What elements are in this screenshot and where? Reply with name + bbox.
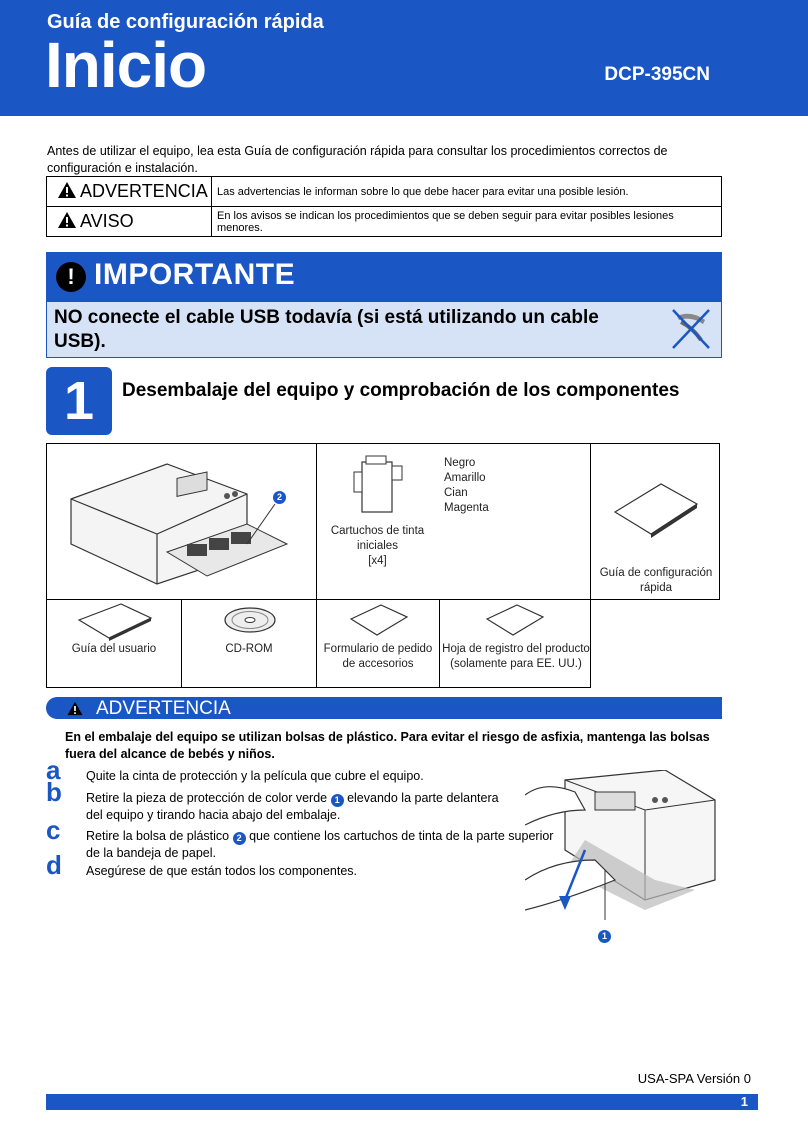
accessory-form-label: Formulario de pedido de accesorios: [323, 643, 433, 670]
version-label: USA-SPA Versión 0: [637, 1071, 751, 1086]
page-title: Inicio: [45, 29, 207, 101]
footer-bar: [46, 1094, 758, 1110]
callout-1-badge: 1: [331, 794, 344, 807]
advertencia-title: ADVERTENCIA: [96, 698, 231, 719]
step-number-badge: 1: [46, 367, 112, 435]
accessory-form-sheet-icon: [349, 603, 409, 637]
user-guide-booklet-icon: [75, 602, 155, 642]
quick-guide-label: Guía de configuración rápida: [599, 567, 713, 594]
component-registration-cell: [439, 599, 591, 688]
callout-2-badge: 2: [273, 491, 286, 504]
caution-label: AVISO: [80, 211, 134, 231]
ink-color-list: [444, 456, 489, 516]
substep-b-letter: b: [46, 777, 62, 807]
registration-sheet-icon: [485, 603, 545, 637]
unpacking-illustration: [525, 770, 725, 940]
caution-row: [47, 207, 722, 237]
warning-legend-table: [46, 176, 722, 237]
substep-c-text-before: Retire la bolsa de plástico: [86, 829, 230, 843]
advertencia-header: [46, 697, 722, 719]
cartridges-label: Cartuchos de tinta iniciales: [330, 525, 425, 552]
caution-description: En los avisos se indican los procedimientos que se deben seguir para evitar posibles lesiones menores.: [212, 207, 722, 237]
advertencia-triangle-icon: [66, 701, 84, 716]
component-cartridges-cell: [316, 443, 591, 600]
exclamation-icon: !: [56, 262, 86, 292]
no-usb-cable-icon: [669, 306, 713, 352]
warning-description: Las advertencias le informan sobre lo que debe hacer para evitar una posible lesión.: [212, 177, 722, 207]
component-printer-cell: [46, 443, 317, 600]
important-body: [46, 302, 722, 358]
substep-b-text-before: Retire la pieza de protección de color verde: [86, 791, 328, 805]
important-header: [46, 252, 722, 302]
cdrom-label: CD-ROM: [225, 643, 273, 655]
step-title: Desembalaje del equipo y comprobación de los componentes: [122, 380, 680, 401]
component-quick-guide-cell: [590, 443, 720, 600]
header-banner: [0, 0, 808, 116]
user-guide-label: Guía del usuario: [71, 643, 157, 655]
color-magenta: Magenta: [444, 502, 489, 514]
registration-label: Hoja de registro del producto (solamente para EE. UU.): [442, 643, 590, 670]
warning-triangle-icon: [57, 181, 77, 199]
ink-cartridge-icon: [350, 452, 410, 518]
substep-d-letter: d: [46, 850, 62, 880]
guide-subtitle: Guía de configuración rápida: [47, 11, 324, 33]
substep-c-text-after: que contiene los cartuchos de tinta de la parte superior de la bandeja de papel.: [86, 829, 554, 860]
color-black: Negro: [444, 457, 476, 469]
caution-triangle-icon: [57, 211, 77, 229]
important-text: NO conecte el cable USB todavía (si está utilizando un cable USB).: [54, 307, 599, 352]
printer-illustration: [47, 444, 316, 599]
figure-callout-1: 1: [598, 930, 611, 943]
callout-2-inline-badge: 2: [233, 832, 246, 845]
advertencia-text: En el embalaje del equipo se utilizan bolsas de plástico. Para evitar el riesgo de asfixia, mantenga las bolsas fuera del alcance de bebés y niños.: [65, 730, 710, 761]
warning-row: [47, 177, 722, 207]
substep-c-letter: c: [46, 815, 61, 845]
component-accessory-form-cell: [316, 599, 440, 688]
substep-d-text: Asegúrese de que están todos los componentes.: [86, 864, 358, 878]
intro-paragraph: Antes de utilizar el equipo, lea esta Guía de configuración rápida para consultar los procedimientos correctos de configuración e instalación.: [47, 144, 668, 175]
quick-guide-booklet-icon: [611, 480, 701, 540]
color-yellow: Amarillo: [444, 472, 486, 484]
model-number: DCP-395CN: [604, 64, 710, 85]
warning-label: ADVERTENCIA: [80, 181, 208, 201]
substep-a-letter: a: [46, 755, 61, 785]
component-cdrom-cell: [181, 599, 317, 688]
color-cyan: Cian: [444, 487, 468, 499]
substep-a-text: Quite la cinta de protección y la película que cubre el equipo.: [86, 769, 424, 783]
page-number: 1: [740, 1094, 748, 1109]
cdrom-disc-icon: [222, 605, 278, 635]
cartridges-count: [x4]: [368, 555, 387, 567]
important-title: IMPORTANTE: [94, 258, 296, 291]
component-user-guide-cell: [46, 599, 182, 688]
substep-b-text-after: elevando la parte delantera del equipo y tirando hacia abajo del embalaje.: [86, 791, 499, 822]
